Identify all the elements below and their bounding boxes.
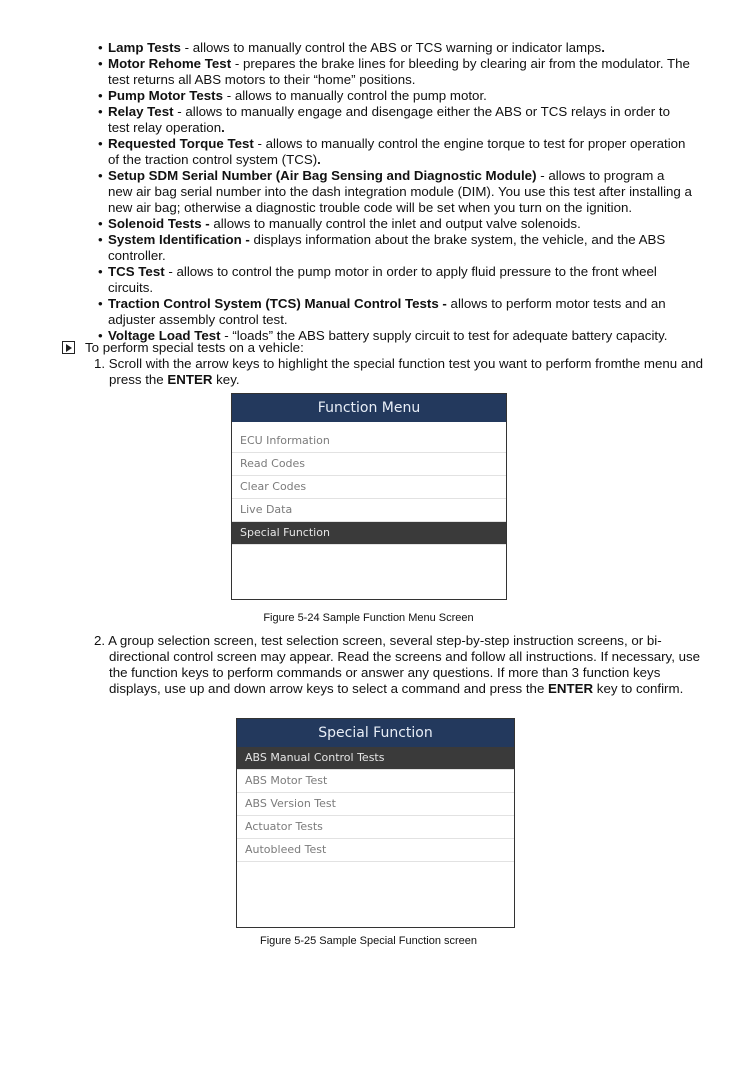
menu-item-live-data[interactable]: Live Data: [232, 499, 506, 522]
function-menu-title: Function Menu: [232, 394, 506, 422]
menu-item-abs-manual-control-tests[interactable]: ABS Manual Control Tests: [237, 747, 514, 770]
procedure-intro: To perform special tests on a vehicle:: [62, 340, 304, 356]
figure-caption: Figure 5-24 Sample Function Menu Screen: [263, 612, 474, 624]
menu-item-abs-motor-test[interactable]: ABS Motor Test: [237, 770, 514, 793]
bullet-item: • System Identification - displays information about the brake system, the vehicle, and the ABS controller.: [98, 232, 666, 263]
bullet-item: • Requested Torque Test - allows to manually control the engine torque to test for proper operation of the traction control system (TCS).: [98, 136, 686, 167]
menu-item-ecu-information[interactable]: ECU Information: [232, 430, 506, 453]
figure-caption: Figure 5-25 Sample Special Function screen: [259, 935, 478, 947]
bullet-item: • Traction Control System (TCS) Manual Control Tests - allows to perform motor tests and an adjuster assembly control test.: [98, 296, 666, 327]
menu-item-actuator-tests[interactable]: Actuator Tests: [237, 816, 514, 839]
special-function-title: Special Function: [237, 719, 514, 747]
menu-item-abs-version-test[interactable]: ABS Version Test: [237, 793, 514, 816]
menu-item-autobleed-test[interactable]: Autobleed Test: [237, 839, 514, 862]
bullet-item: • Voltage Load Test - “loads” the ABS battery supply circuit to test for adequate battery capacity.: [98, 328, 668, 343]
bullet-item: • Lamp Tests - allows to manually control the ABS or TCS warning or indicator lamps.: [98, 40, 605, 55]
bullet-item: • Pump Motor Tests - allows to manually control the pump motor.: [98, 88, 487, 103]
bullet-item: • Setup SDM Serial Number (Air Bag Sensing and Diagnostic Module) - allows to program a new air bag serial number into the dash integration module (DIM). You use this test after installing a new air bag; otherwise a diagnostic trouble code will be set when you turn on the ignition.: [98, 168, 692, 215]
menu-item-special-function[interactable]: Special Function: [232, 522, 506, 545]
menu-item-clear-codes[interactable]: Clear Codes: [232, 476, 506, 499]
bullet-item: • Relay Test - allows to manually engage and disengage either the ABS or TCS relays in order to test relay operation.: [98, 104, 670, 135]
special-function-screen: [236, 718, 515, 928]
function-menu-screen: [231, 393, 507, 600]
procedure-arrow-icon: [62, 341, 75, 354]
menu-item-read-codes[interactable]: Read Codes: [232, 453, 506, 476]
step-1: 1. Scroll with the arrow keys to highlight the special function test you want to perform fromthe menu and press the ENTER key.: [94, 356, 704, 387]
bullet-item: • Solenoid Tests - allows to manually control the inlet and output valve solenoids.: [98, 216, 581, 231]
bullet-item: • Motor Rehome Test - prepares the brake lines for bleeding by clearing air from the modulator. The test returns all ABS motors to their “home” positions.: [98, 56, 690, 87]
test-bullet-list: [92, 40, 692, 344]
bullet-item: • TCS Test - allows to control the pump motor in order to apply fluid pressure to the front wheel circuits.: [98, 264, 657, 295]
step-2: 2. A group selection screen, test selection screen, several step-by-step instruction screens, or bi-directional control screen may appear. Read the screens and follow all instructions. If necessary, use the function keys to perform commands or answer any questions. If more than 3 function keys displays, use up and down arrow keys to select a command and press the ENTER key to confirm.: [94, 633, 701, 696]
